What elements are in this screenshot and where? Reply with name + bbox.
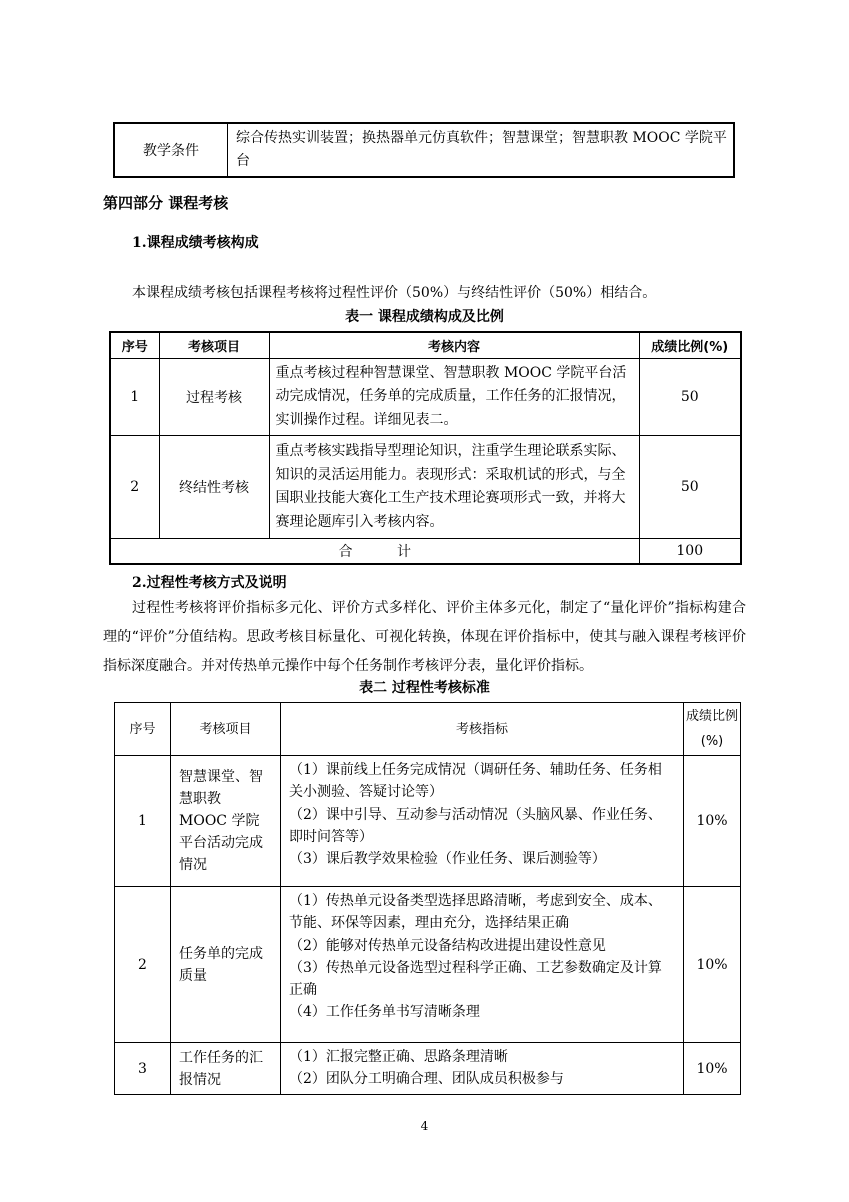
process-assessment-table [114,702,741,1095]
table1-title: 表一 课程成绩构成及比例 [345,309,504,325]
table-row [110,359,741,436]
table-row [115,1043,741,1095]
t1-row2-content: 重点考核实践指导型理论知识，注重学生理论联系实际、知识的灵活运用能力。表现形式：采取机试的形式，与全国职业技能大赛化工生产技术理论赛项形式一致，并将大赛理论题库引入考核内容。 [269,436,639,539]
t2-row2-indicator: （4）工作任务单书写清晰条理 [289,1004,480,1021]
t2-header-ratio: 成绩比例(%) [684,703,741,756]
t2-row1-indicators [281,756,684,887]
t1-header-content: 考核内容 [269,332,639,359]
section1-heading: 1.课程成绩考核构成 [132,235,259,251]
t2-row2-indicator: （1）传热单元设备类型选择思路清晰，考虑到安全、成本、节能、环保等因素，理由充分，选择结果正确 [289,893,662,932]
grade-composition-table [109,331,742,565]
t1-header-ratio: 成绩比例(%) [639,332,741,359]
table2-title: 表二 过程性考核标准 [359,680,490,696]
t2-row2-indicator: （3）传热单元设备选型过程科学正确、工艺参数确定及计算正确 [289,959,662,999]
t1-header-item: 考核项目 [159,332,269,359]
t2-row1-indicator: （3）课后教学效果检验（作业任务、课后测验等） [289,851,606,868]
table-row [110,436,741,539]
t1-row2-ratio: 50 [639,436,741,539]
t1-row2-no: 2 [110,436,159,539]
t2-row2-no: 2 [115,887,171,1043]
t2-row1-indicator: （2）课中引导、互动参与活动情况（头脑风暴、作业任务、即时问答等） [289,806,662,845]
conditions-label: 教学条件 [114,123,228,177]
t2-header-indicator: 考核指标 [281,703,684,756]
t1-total-value: 100 [639,539,741,564]
t1-row1-item: 过程考核 [159,359,269,436]
section2-text: 过程性考核将评价指标多元化、评价方式多样化、评价主体多元化，制定了“量化评价”指标构建合理的“评价”分值结构。思政考核目标量化、可视化转换，体现在评价指标中，使其与融入课程考核评价指标深度融合。并对传热单元操作中每个任务制作考核评分表，量化评价指标。 [103,600,746,674]
t1-row1-ratio: 50 [639,359,741,436]
t2-row2-indicators [281,887,684,1043]
t2-row3-indicator: （1）汇报完整正确、思路条理清晰 [289,1049,508,1065]
t1-row1-no: 1 [110,359,159,436]
t2-row3-no: 3 [115,1043,171,1095]
t2-row3-indicators [281,1043,684,1095]
t2-row2-ratio: 10% [684,887,741,1043]
part4-heading: 第四部分 课程考核 [103,194,229,212]
conditions-value: 综合传热实训装置；换热器单元仿真软件；智慧课堂；智慧职教 MOOC 学院平台 [228,123,735,177]
table-row [115,756,741,887]
t2-header-item: 考核项目 [171,703,281,756]
t1-total-label: 合 计 [110,539,639,564]
t2-row1-ratio: 10% [684,756,741,887]
t2-row1-indicator: （1）课前线上任务完成情况（调研任务、辅助任务、任务相关小测验、答疑讨论等） [289,762,662,801]
section2-heading: 2.过程性考核方式及说明 [132,575,287,591]
page-number: 4 [420,1119,429,1133]
t2-row3-indicator: （2）团队分工明确合理、团队成员积极参与 [289,1071,564,1088]
section1-text: 本课程成绩考核包括课程考核将过程性评价（50%）与终结性评价（50%）相结合。 [132,285,657,301]
teaching-conditions-table [113,122,735,178]
t2-header-no: 序号 [115,703,171,756]
t2-row2-item: 任务单的完成质量 [171,887,281,1043]
t1-row1-content: 重点考核过程种智慧课堂、智慧职教 MOOC 学院平台活动完成情况，任务单的完成质量，工作任务的汇报情况，实训操作过程。详细见表二。 [269,359,639,436]
table-row [110,539,741,564]
t2-row1-item: 智慧课堂、智慧职教 MOOC 学院平台活动完成情况 [171,756,281,887]
t2-row1-no: 1 [115,756,171,887]
t2-row3-ratio: 10% [684,1043,741,1095]
t1-row2-item: 终结性考核 [159,436,269,539]
t2-row2-indicator: （2）能够对传热单元设备结构改进提出建设性意见 [289,937,606,954]
t1-header-no: 序号 [110,332,159,359]
table-row [115,887,741,1043]
t2-row3-item: 工作任务的汇报情况 [171,1043,281,1095]
